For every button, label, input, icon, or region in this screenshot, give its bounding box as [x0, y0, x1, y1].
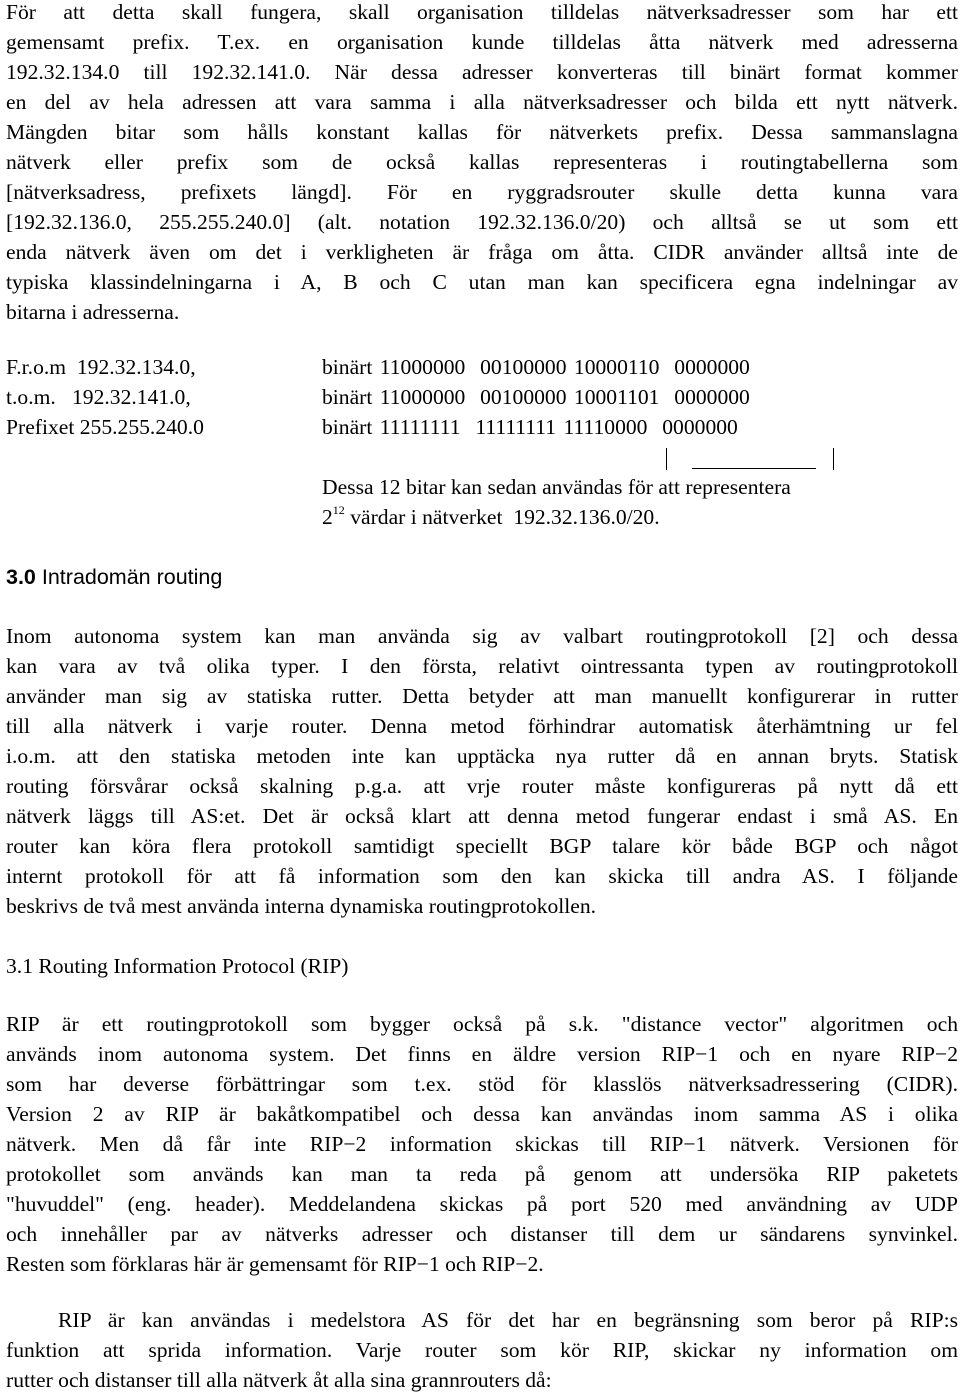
text-line: typiska klassindelningarna i A, B och C utan man kan specificera egna indelningar av: [6, 270, 958, 294]
rip-paragraph-1: [6, 1009, 958, 1279]
text-line: och innehåller par av nätverks adresser och distanser till dem ur sändarens synvinkel.: [6, 1222, 958, 1246]
text-line: enda nätverk även om det i verkligheten är fråga om åtta. CIDR använder alltså inte de: [6, 240, 958, 264]
note-text: Dessa 12 bitar kan sedan användas för att representera: [322, 475, 791, 499]
text-line: routing försvårar också skalning p.g.a. att vrje router måste konfigureras på nytt då ett: [6, 774, 958, 798]
text-line: rutter och distanser till alla nätverk åt alla sina grannrouters då:: [6, 1368, 552, 1392]
text-line: För att detta skall fungera, skall organisation tilldelas nätverksadresser som har ett: [6, 0, 958, 24]
text-line: nätverk eller prefix som de också kallas representeras i routingtabellerna som: [6, 150, 958, 174]
example-note-line-1: [322, 472, 791, 502]
text-line: en del av hela adressen att vara samma i alla nätverksadresser och bilda ett nytt nätverk.: [6, 90, 958, 114]
intro-paragraph: [6, 0, 958, 327]
text-line: funktion att sprida information. Varje router som kör RIP, skickar ny information om: [6, 1338, 958, 1362]
text-line: till alla nätverk i varje router. Denna metod förhindrar automatisk återhämtning ur fel: [6, 714, 958, 738]
rip-paragraph-2: [6, 1305, 958, 1395]
example-binary: binärt 11000000 00100000 10001101 0000000: [322, 385, 750, 409]
text-line: som har deverse förbättringar som t.ex. stöd för klasslös nätverksadressering (CIDR).: [6, 1072, 958, 1096]
text-line: Resten som förklaras här är gemensamt för RIP−1 och RIP−2.: [6, 1252, 544, 1276]
example-label: t.o.m. 192.32.141.0,: [6, 385, 191, 409]
text-line: gemensamt prefix. T.ex. en organisation kunde tilldelas åtta nätverk med adresserna: [6, 30, 958, 54]
note-text: värdar i nätverket 192.32.136.0/20.: [344, 505, 660, 529]
text-line: router kan köra flera protokoll samtidigt speciellt BGP talare kör både BGP och något: [6, 834, 958, 858]
example-label: Prefixet 255.255.240.0: [6, 415, 204, 439]
text-line: Inom autonoma system kan man använda sig av valbart routingprotokoll [2] och dessa: [6, 624, 958, 648]
section-title: Intradomän routing: [41, 565, 223, 589]
example-note-line-2: [322, 502, 660, 532]
example-label: F.r.o.m 192.32.134.0,: [6, 355, 196, 379]
text-line: används inom autonoma system. Det finns en äldre version RIP−1 och en nyare RIP−2: [6, 1042, 958, 1066]
text-line: Version 2 av RIP är bakåtkompatibel och dessa kan användas inom samma AS i olika: [6, 1102, 958, 1126]
subsection-heading: 3.1 Routing Information Protocol (RIP): [6, 954, 349, 978]
text-line: använder man sig av statiska rutter. Detta betyder att man manuellt konfigurerar in rutter: [6, 684, 958, 708]
example-binary: binärt 11111111 11111111 11110000 0000000: [322, 415, 738, 439]
section-heading: [6, 562, 222, 592]
section-3-paragraph: [6, 621, 958, 921]
text-line: [192.32.136.0, 255.255.240.0] (alt. notation 192.32.136.0/20) och alltså se ut som ett: [6, 210, 958, 234]
section-number: 3.0: [6, 565, 36, 589]
text-line: kan vara av två olika typer. I den första, relativt ointressanta typen av routingprotokoll: [6, 654, 958, 678]
text-line: nätverk läggs till AS:et. Det är också klart att denna metod fungerar endast i små AS. En: [6, 804, 958, 828]
text-line: [nätverksadress, prefixets längd]. För en ryggradsrouter skulle detta kunna vara: [6, 180, 958, 204]
text-line: nätverk. Men då får inte RIP−2 information skickas till RIP−1 nätverk. Versionen för: [6, 1132, 958, 1156]
text-line: RIP är kan användas i medelstora AS för det har en begränsning som beror på RIP:s: [58, 1308, 958, 1332]
text-line: internt protokoll för att få information som den kan skicka till andra AS. I följande: [6, 864, 958, 888]
example-binary: binärt 11000000 00100000 10000110 0000000: [322, 355, 750, 379]
text-line: protokollet som används kan man ta reda på genom att undersöka RIP paketets: [6, 1162, 958, 1186]
text-line: 192.32.134.0 till 192.32.141.0. När dessa adresser konverteras till binärt format kommer: [6, 60, 958, 84]
text-line: RIP är ett routingprotokoll som bygger också på s.k. "distance vector" algoritmen och: [6, 1012, 958, 1036]
text-line: i.o.m. att den statiska metoden inte kan upptäcka nya rutter då en annan bryts. Statisk: [6, 744, 958, 768]
note-base: 2: [322, 505, 333, 529]
text-line: "huvuddel" (eng. header). Meddelandena skickas på port 520 med användning av UDP: [6, 1192, 958, 1216]
text-line: Mängden bitar som hålls konstant kallas för nätverkets prefix. Dessa sammanslagna: [6, 120, 958, 144]
text-line: bitarna i adresserna.: [6, 300, 180, 324]
text-line: beskrivs de två mest använda interna dynamiska routingprotokollen.: [6, 894, 597, 918]
bit-bracket: [666, 448, 834, 470]
bit-bracket-line: [692, 468, 816, 469]
note-exponent: 12: [332, 503, 345, 517]
